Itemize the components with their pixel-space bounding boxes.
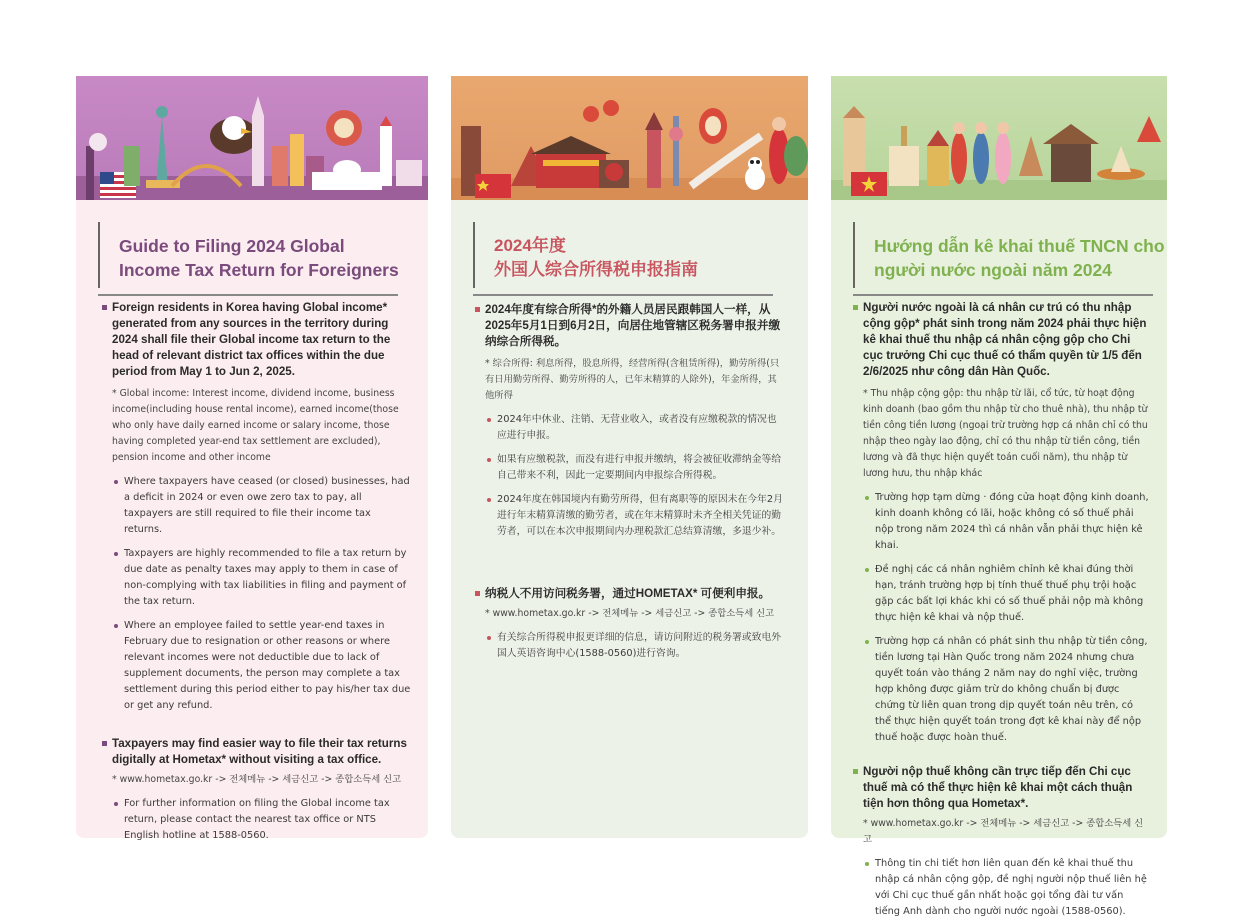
- chinese-content: [475, 302, 786, 662]
- english-content: [102, 300, 412, 844]
- global-income-footnote: * 综合所得: 利息所得，股息所得，经营所得(含租赁所得)，勤劳所得(只有日用勤劳所得、勤劳所得的人，已年末精算的人除外)，年金所得，其他所得: [485, 358, 780, 401]
- list-item: Thông tin chi tiết hơn liên quan đến kê khai thuế thu nhập cá nhân cộng gộp, đề nghị người nộp thuế liên hệ với Chi cục thuế gần nhất hoặc gọi tổng đài tư vấn tiếng Anh dành cho người nước ngoài (1588-0560).: [853, 856, 1149, 920]
- list-item: Where taxpayers have ceased (or closed) businesses, had a deficit in 2024 or even owe zero tax to pay, all taxpayers are still required to file their income tax returns.: [102, 474, 412, 538]
- page-title: Hướng dẫn kê khai thuế TNCN cho người nước ngoài năm 2024: [874, 236, 1165, 280]
- global-income-footnote: * Global income: Interest income, dividend income, business income(including house rental income), earned income(those who only have daily earned income or salary income, those having completed year-end tax settlement are excluded), pension income and other income: [112, 388, 399, 463]
- list-item: Taxpayers are highly recommended to file a tax return by due date as penalty taxes may apply to them in case of non-complying with tax liabilities in filing and payment of the tax return.: [102, 546, 412, 610]
- global-income-footnote: * Thu nhập cộng gộp: thu nhập từ lãi, cổ tức, từ hoạt động kinh doanh (bao gồm thu nhập từ cho thuê nhà), thu nhập từ tiền công tiền lương (ngoại trừ trường hợp cá nhân chỉ có thu nhập theo ngày lao động, chỉ có thu nhập từ tiền công, tiền lương và đã thực hiện quyết toán cuối năm), thu nhập từ lương hưu, thu nhập khác: [863, 388, 1148, 479]
- page-title: Guide to Filing 2024 Global Income Tax Return for Foreigners: [119, 236, 399, 280]
- usa-landmarks-illustration: [76, 76, 428, 200]
- vietnamese-content: [853, 300, 1149, 920]
- hometax-heading: Người nộp thuế không cần trực tiếp đến Chi cục thuế mà có thể thực hiện kê khai một cách thuận tiện hơn thông qua Hometax*.: [853, 764, 1149, 812]
- vietnam-landmarks-illustration: [831, 76, 1167, 200]
- vietnamese-panel: [831, 76, 1167, 917]
- list-item: Đề nghị các cá nhân nghiêm chỉnh kê khai đúng thời hạn, tránh trường hợp bị tính thuế thuế phụ trội hoặc gặp các bất lợi khác khi có số thuế phải nộp mà không thực hiện kê khai và nộp thuế.: [853, 562, 1149, 626]
- list-item: Where an employee failed to settle year-end taxes in February due to resignation or other reasons or where relevant incomes were not deductible due to lack of supplement documents, the person may complete a tax settlement during this period either to pay his/her tax due or get any refund.: [102, 618, 412, 714]
- hometax-heading: Taxpayers may find easier way to file their tax returns digitally at Hometax* without visiting a tax office.: [102, 736, 412, 768]
- list-item: Trường hợp cá nhân có phát sinh thu nhập từ tiền công, tiền lương tại Hàn Quốc trong năm 2024 nhưng chưa quyết toán vào tháng 2 năm nay do nghỉ việc, trường hợp không được giảm trừ do không chuẩn bị được chứng từ liên quan trong dịp quyết toán nêu trên, có thể thực hiện quyết toán trong đợt kê khai này để nộp thuế hoặc được hoàn thuế.: [853, 634, 1149, 746]
- hometax-url-note: * www.hometax.go.kr -> 전체메뉴 -> 세금신고 -> 종합소득세 신고: [112, 774, 402, 785]
- filing-obligation-heading: Người nước ngoài là cá nhân cư trú có thu nhập cộng gộp* phát sinh trong năm 2024 phải thực hiện kê khai thuế thu nhập cá nhân cộng gộp cho Chi cục trưởng Chi cục thuế có thẩm quyền từ 1/5 đến 2/6/2025 như công dân Hàn Quốc.: [853, 300, 1149, 380]
- hometax-heading: 纳税人不用访问税务署，通过HOMETAX* 可便利申报。: [475, 586, 786, 602]
- title-frame: [853, 222, 1175, 288]
- chinese-panel: [451, 76, 808, 838]
- china-landmarks-illustration: [451, 76, 808, 200]
- list-item: 2024年中休业、注销、无营业收入，或者没有应缴税款的情况也应进行申报。: [475, 412, 786, 444]
- filing-obligation-heading: 2024年度有综合所得*的外籍人员居民跟韩国人一样，从2025年5月1日到6月2日，向居住地管辖区税务署申报并缴纳综合所得税。: [475, 302, 786, 350]
- list-item: 2024年度在韩国境内有勤劳所得，但有离职等的原因未在今年2月进行年末精算清缴的勤劳者，或在年末精算时未齐全相关凭证的勤劳者，可以在本次申报期间内办理税款汇总结算清缴，多退少补。: [475, 492, 786, 540]
- list-item: 有关综合所得税申报更详细的信息，请访问附近的税务署或致电外国人英语咨询中心(1588-0560)进行咨询。: [475, 630, 786, 662]
- list-item: For further information on filing the Global income tax return, please contact the nearest tax office or NTS English hotline at 1588-0560.: [102, 796, 412, 844]
- title-frame: [473, 222, 795, 288]
- filing-obligation-heading: Foreign residents in Korea having Global income* generated from any sources in the territory during 2024 shall file their Global income tax return to the head of relevant district tax offices within the due period from May 1 to Jun 2, 2025.: [102, 300, 412, 380]
- hometax-url-note: * www.hometax.go.kr -> 전체메뉴 -> 세금신고 -> 종합소득세 신고: [485, 608, 775, 619]
- title-frame: [98, 222, 420, 288]
- list-item: Trường hợp tạm dừng · đóng cửa hoạt động kinh doanh, kinh doanh không có lãi, hoặc không có số thuế phải nộp trong năm 2024 thì cá nhân vẫn phải thực hiện kê khai.: [853, 490, 1149, 554]
- page-title: 2024年度 外国人综合所得税申报指南: [494, 236, 698, 279]
- english-panel: [76, 76, 428, 841]
- list-item: 如果有应缴税款，而没有进行申报并缴纳，将会被征收滞纳金等给自己带来不利，因此一定要期间内申报综合所得税。: [475, 452, 786, 484]
- hometax-url-note: * www.hometax.go.kr -> 전체메뉴 -> 세금신고 -> 종합소득세 신고: [863, 818, 1144, 845]
